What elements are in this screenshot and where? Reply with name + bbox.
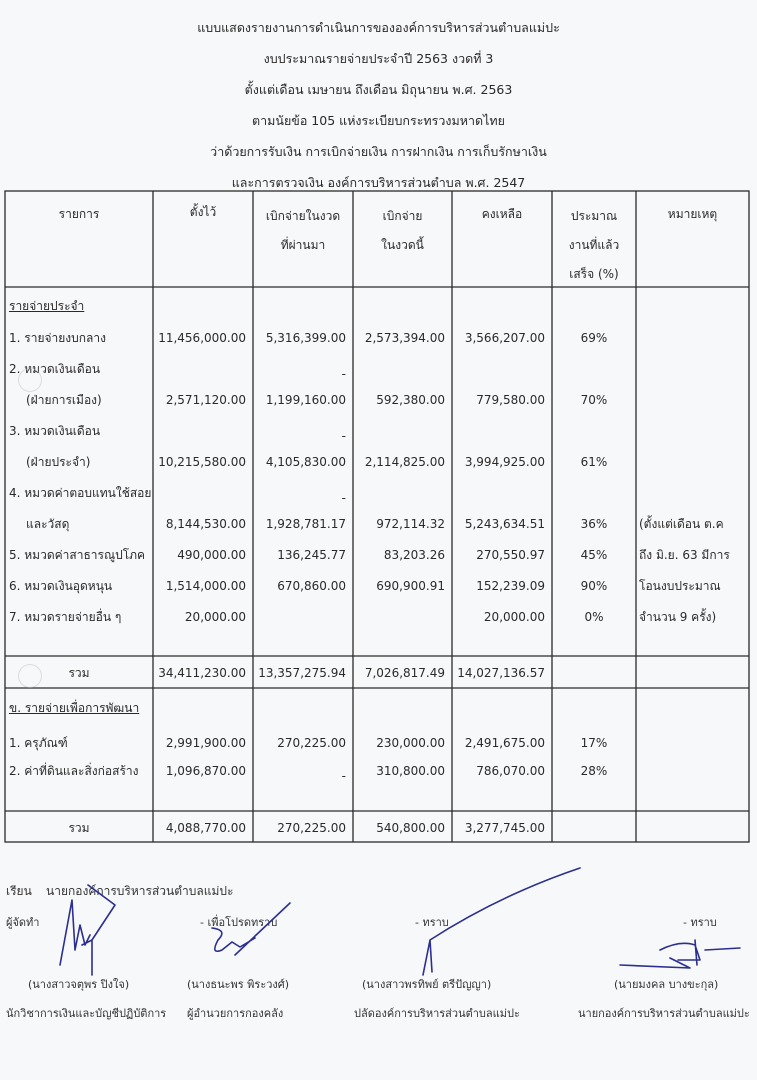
note-line: จำนวน 9 ครั้ง)	[639, 610, 717, 624]
row-prev: 1,928,781.17	[265, 517, 346, 531]
row-label: 7. หมวดรายจ่ายอื่น ๆ	[9, 610, 122, 624]
row-remain: 152,239.09	[476, 579, 545, 593]
header-item: รายการ	[58, 207, 100, 221]
header-curr-2: ในงวดนี้	[381, 238, 424, 252]
row-remain: 786,070.00	[476, 764, 545, 778]
signatory-1-name: (นางสาวจตุพร ปิงใจ)	[28, 978, 130, 991]
row-label: 2. ค่าที่ดินและสิ่งก่อสร้าง	[9, 764, 139, 778]
row-label: 3. หมวดเงินเดือน	[9, 424, 101, 438]
title-line-5: ว่าด้วยการรับเงิน การเบิกจ่ายเงิน การฝากเงิน การเก็บรักษาเงิน	[210, 144, 547, 159]
row-remain: 3,994,925.00	[464, 455, 545, 469]
ack-note-1: - ทราบ	[415, 916, 449, 929]
header-remain: คงเหลือ	[481, 207, 523, 221]
prepared-by-label: ผู้จัดทำ	[6, 916, 40, 929]
signature-3-icon	[423, 868, 580, 975]
row-prev: 5,316,399.00	[265, 331, 346, 345]
signatory-2-name: (นางธนะพร พิระวงศ์)	[187, 978, 290, 991]
row-curr: 2,573,394.00	[364, 331, 445, 345]
row-label: และวัสดุ	[26, 517, 70, 531]
signatory-3-position: ปลัดองค์การบริหารส่วนตำบลแม่ปะ	[354, 1007, 520, 1020]
total-curr: 7,026,817.49	[364, 666, 445, 680]
note-line: โอนงบประมาณ	[639, 579, 721, 593]
row-prev: -	[341, 491, 346, 505]
row-prev: 4,105,830.00	[265, 455, 346, 469]
row-curr: 2,114,825.00	[364, 455, 445, 469]
row-remain: 5,243,634.51	[464, 517, 545, 531]
header-pct-3: เสร็จ (%)	[569, 267, 619, 281]
row-pct: 90%	[580, 579, 608, 593]
row-prev: 1,199,160.00	[265, 393, 346, 407]
row-label: 6. หมวดเงินอุดหนุน	[9, 579, 113, 593]
row-budget: 8,144,530.00	[165, 517, 246, 531]
row-remain: 3,566,207.00	[464, 331, 545, 345]
row-label: 1. ครุภัณฑ์	[9, 736, 68, 750]
row-curr: 592,380.00	[376, 393, 445, 407]
row-budget: 11,456,000.00	[158, 331, 246, 345]
header-prev-2: ที่ผ่านมา	[280, 238, 326, 252]
signature-1-icon	[60, 885, 115, 975]
total-budget: 34,411,230.00	[158, 666, 246, 680]
ack-note-2: - ทราบ	[683, 916, 717, 929]
row-pct: 28%	[580, 764, 608, 778]
header-note: หมายเหตุ	[667, 207, 718, 221]
signatory-1-position: นักวิชาการเงินและบัญชีปฏิบัติการ	[6, 1007, 167, 1020]
note-line: (ตั้งแต่เดือน ต.ค	[639, 517, 724, 531]
inform-note: - เพื่อโปรดทราบ	[200, 916, 278, 929]
header-pct-1: ประมาณ	[570, 209, 618, 223]
row-remain: 20,000.00	[483, 610, 545, 624]
signatory-3-name: (นางสาวพรทิพย์ ตรีปัญญา)	[362, 978, 492, 991]
row-pct: 36%	[580, 517, 608, 531]
header-pct-2: งานที่แล้ว	[568, 238, 620, 252]
row-curr: 83,203.26	[383, 548, 445, 562]
header-curr-1: เบิกจ่าย	[382, 209, 423, 223]
row-budget: 10,215,580.00	[158, 455, 246, 469]
total-prev: 270,225.00	[277, 821, 346, 835]
row-remain: 270,550.97	[476, 548, 545, 562]
row-remain: 2,491,675.00	[464, 736, 545, 750]
row-label: (ฝ่ายประจำ)	[26, 455, 91, 469]
addressee-label: เรียน	[6, 884, 32, 898]
total-curr: 540,800.00	[376, 821, 445, 835]
total-label: รวม	[68, 821, 90, 835]
row-prev: -	[341, 367, 346, 381]
row-label: 5. หมวดค่าสาธารณูปโภค	[9, 548, 146, 562]
row-budget: 2,991,900.00	[165, 736, 246, 750]
row-prev: -	[341, 769, 346, 783]
title-line-3: ตั้งแต่เดือน เมษายน ถึงเดือน มิถุนายน พ.ศ. 2563	[244, 82, 513, 97]
row-prev: 670,860.00	[277, 579, 346, 593]
header-prev-1: เบิกจ่ายในงวด	[265, 209, 341, 223]
total-budget: 4,088,770.00	[165, 821, 246, 835]
total-remain: 3,277,745.00	[464, 821, 545, 835]
row-label: (ฝ่ายการเมือง)	[26, 393, 102, 407]
row-curr: 690,900.91	[376, 579, 445, 593]
row-remain: 779,580.00	[476, 393, 545, 407]
total-remain: 14,027,136.57	[457, 666, 545, 680]
title-line-6: และการตรวจเงิน องค์การบริหารส่วนตำบล พ.ศ. 2547	[231, 175, 526, 190]
section-a-heading: รายจ่ายประจำ	[9, 299, 85, 313]
row-label: 4. หมวดค่าตอบแทนใช้สอย	[9, 486, 152, 500]
row-budget: 490,000.00	[177, 548, 246, 562]
row-pct: 69%	[580, 331, 608, 345]
row-label: 1. รายจ่ายงบกลาง	[9, 331, 106, 345]
row-budget: 1,514,000.00	[165, 579, 246, 593]
signatory-4-position: นายกองค์การบริหารส่วนตำบลแม่ปะ	[578, 1007, 750, 1020]
title-line-1: แบบแสดงรายงานการดำเนินการขององค์การบริหารส่วนตำบลแม่ปะ	[197, 20, 560, 35]
signatory-2-position: ผู้อำนวยการกองคลัง	[187, 1007, 284, 1020]
row-pct: 70%	[580, 393, 608, 407]
row-curr: 310,800.00	[376, 764, 445, 778]
signature-4-icon	[620, 940, 740, 968]
row-pct: 61%	[580, 455, 608, 469]
header-budget: ตั้งไว้	[189, 205, 217, 219]
row-budget: 2,571,120.00	[165, 393, 246, 407]
row-label: 2. หมวดเงินเดือน	[9, 362, 101, 376]
row-pct: 17%	[580, 736, 608, 750]
row-prev: -	[341, 429, 346, 443]
addressee: นายกองค์การบริหารส่วนตำบลแม่ปะ	[46, 884, 234, 898]
row-curr: 972,114.32	[376, 517, 445, 531]
title-line-4: ตามนัยข้อ 105 แห่งระเบียบกระทรวงมหาดไทย	[252, 113, 505, 128]
row-pct: 0%	[584, 610, 604, 624]
title-line-2: งบประมาณรายจ่ายประจำปี 2563 งวดที่ 3	[263, 51, 494, 66]
row-curr: 230,000.00	[376, 736, 445, 750]
note-line: ถึง มิ.ย. 63 มีการ	[639, 548, 730, 562]
total-label: รวม	[68, 666, 90, 680]
row-prev: 270,225.00	[277, 736, 346, 750]
row-pct: 45%	[580, 548, 608, 562]
row-prev: 136,245.77	[277, 548, 346, 562]
section-b-heading: ข. รายจ่ายเพื่อการพัฒนา	[9, 701, 140, 715]
total-prev: 13,357,275.94	[258, 666, 346, 680]
signatory-4-name: (นายมงคล บางขะกุล)	[614, 978, 719, 991]
signature-2-icon	[212, 903, 290, 955]
row-budget: 20,000.00	[184, 610, 246, 624]
row-budget: 1,096,870.00	[165, 764, 246, 778]
